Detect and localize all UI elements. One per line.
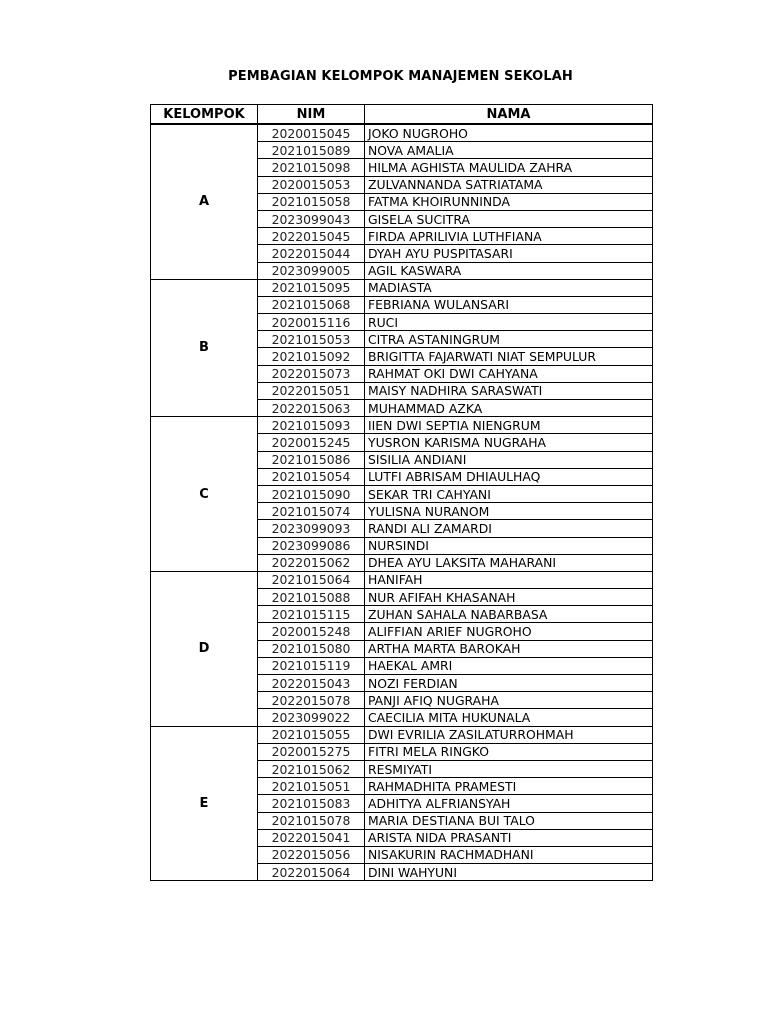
nim-cell: 2021015055 xyxy=(258,726,365,743)
nama-cell: ARTHA MARTA BAROKAH xyxy=(365,640,653,657)
nama-cell: DHEA AYU LAKSITA MAHARANI xyxy=(365,554,653,571)
nim-cell: 2021015074 xyxy=(258,503,365,520)
nama-cell: CITRA ASTANINGRUM xyxy=(365,331,653,348)
nama-cell: ZULVANNANDA SATRIATAMA xyxy=(365,176,653,193)
nim-cell: 2022015051 xyxy=(258,382,365,399)
nama-cell: NUR AFIFAH KHASANAH xyxy=(365,589,653,606)
table-row xyxy=(151,124,653,142)
nim-cell: 2022015073 xyxy=(258,365,365,382)
group-label: B xyxy=(151,279,258,417)
nama-cell: MARIA DESTIANA BUI TALO xyxy=(365,812,653,829)
nama-cell: NOZI FERDIAN xyxy=(365,675,653,692)
nama-cell: ARISTA NIDA PRASANTI xyxy=(365,829,653,846)
nama-cell: CAECILIA MITA HUKUNALA xyxy=(365,709,653,726)
group-label: D xyxy=(151,571,258,726)
nim-cell: 2021015098 xyxy=(258,159,365,176)
nim-cell: 2022015062 xyxy=(258,554,365,571)
nim-cell: 2021015080 xyxy=(258,640,365,657)
nama-cell: SISILIA ANDIANI xyxy=(365,451,653,468)
nim-cell: 2023099043 xyxy=(258,210,365,227)
nim-cell: 2021015083 xyxy=(258,795,365,812)
nim-cell: 2021015090 xyxy=(258,485,365,502)
nim-cell: 2022015041 xyxy=(258,829,365,846)
nama-cell: SEKAR TRI CAHYANI xyxy=(365,485,653,502)
nama-cell: PANJI AFIQ NUGRAHA xyxy=(365,692,653,709)
nama-cell: FIRDA APRILIVIA LUTHFIANA xyxy=(365,228,653,245)
nama-cell: MAISY NADHIRA SARASWATI xyxy=(365,382,653,399)
nama-cell: YUSRON KARISMA NUGRAHA xyxy=(365,434,653,451)
nim-cell: 2023099005 xyxy=(258,262,365,279)
group-table xyxy=(150,104,653,881)
nim-cell: 2022015044 xyxy=(258,245,365,262)
nama-cell: NOVA AMALIA xyxy=(365,142,653,159)
nama-cell: YULISNA NURANOM xyxy=(365,503,653,520)
nim-cell: 2020015053 xyxy=(258,176,365,193)
nama-cell: ADHITYA ALFRIANSYAH xyxy=(365,795,653,812)
nim-cell: 2023099022 xyxy=(258,709,365,726)
nama-cell: HILMA AGHISTA MAULIDA ZAHRA xyxy=(365,159,653,176)
header-kelompok: KELOMPOK xyxy=(151,105,258,125)
nim-cell: 2021015054 xyxy=(258,468,365,485)
nim-cell: 2021015078 xyxy=(258,812,365,829)
nim-cell: 2021015115 xyxy=(258,606,365,623)
nama-cell: RAHMAT OKI DWI CAHYANA xyxy=(365,365,653,382)
nama-cell: FITRI MELA RINGKO xyxy=(365,743,653,760)
nim-cell: 2021015093 xyxy=(258,417,365,434)
document-title: PEMBAGIAN KELOMPOK MANAJEMEN SEKOLAH xyxy=(228,69,573,84)
nama-cell: RANDI ALI ZAMARDI xyxy=(365,520,653,537)
nama-cell: FATMA KHOIRUNNINDA xyxy=(365,193,653,210)
nim-cell: 2021015058 xyxy=(258,193,365,210)
nama-cell: AGIL KASWARA xyxy=(365,262,653,279)
nim-cell: 2022015045 xyxy=(258,228,365,245)
nama-cell: NURSINDI xyxy=(365,537,653,554)
table-row xyxy=(151,571,653,588)
nama-cell: DINI WAHYUNI xyxy=(365,864,653,881)
nim-cell: 2022015063 xyxy=(258,400,365,417)
nim-cell: 2020015275 xyxy=(258,743,365,760)
nim-cell: 2022015064 xyxy=(258,864,365,881)
nim-cell: 2023099086 xyxy=(258,537,365,554)
nama-cell: JOKO NUGROHO xyxy=(365,124,653,142)
table-row xyxy=(151,726,653,743)
nama-cell: IIEN DWI SEPTIA NIENGRUM xyxy=(365,417,653,434)
nama-cell: NISAKURIN RACHMADHANI xyxy=(365,846,653,863)
table-row xyxy=(151,417,653,434)
nama-cell: RAHMADHITA PRAMESTI xyxy=(365,778,653,795)
nama-cell: HANIFAH xyxy=(365,571,653,588)
nim-cell: 2022015056 xyxy=(258,846,365,863)
nama-cell: BRIGITTA FAJARWATI NIAT SEMPULUR xyxy=(365,348,653,365)
group-label: E xyxy=(151,726,258,881)
nim-cell: 2021015053 xyxy=(258,331,365,348)
table-row xyxy=(151,279,653,296)
nim-cell: 2022015043 xyxy=(258,675,365,692)
header-nama: NAMA xyxy=(365,105,653,125)
nama-cell: DYAH AYU PUSPITASARI xyxy=(365,245,653,262)
nim-cell: 2021015064 xyxy=(258,571,365,588)
nama-cell: MUHAMMAD AZKA xyxy=(365,400,653,417)
header-nim: NIM xyxy=(258,105,365,125)
nim-cell: 2021015086 xyxy=(258,451,365,468)
table-body xyxy=(151,124,653,881)
nim-cell: 2020015248 xyxy=(258,623,365,640)
nama-cell: ALIFFIAN ARIEF NUGROHO xyxy=(365,623,653,640)
nim-cell: 2020015116 xyxy=(258,314,365,331)
nama-cell: ZUHAN SAHALA NABARBASA xyxy=(365,606,653,623)
nim-cell: 2022015078 xyxy=(258,692,365,709)
group-label: C xyxy=(151,417,258,572)
nim-cell: 2020015245 xyxy=(258,434,365,451)
nim-cell: 2021015062 xyxy=(258,760,365,777)
nim-cell: 2023099093 xyxy=(258,520,365,537)
nim-cell: 2021015089 xyxy=(258,142,365,159)
nim-cell: 2021015051 xyxy=(258,778,365,795)
nama-cell: GISELA SUCITRA xyxy=(365,210,653,227)
nama-cell: FEBRIANA WULANSARI xyxy=(365,296,653,313)
nama-cell: RESMIYATI xyxy=(365,760,653,777)
nim-cell: 2021015088 xyxy=(258,589,365,606)
nim-cell: 2020015045 xyxy=(258,124,365,142)
nama-cell: LUTFI ABRISAM DHIAULHAQ xyxy=(365,468,653,485)
nama-cell: DWI EVRILIA ZASILATURROHMAH xyxy=(365,726,653,743)
nama-cell: HAEKAL AMRI xyxy=(365,657,653,674)
nama-cell: MADIASTA xyxy=(365,279,653,296)
nim-cell: 2021015092 xyxy=(258,348,365,365)
nim-cell: 2021015119 xyxy=(258,657,365,674)
group-label: A xyxy=(151,124,258,279)
nim-cell: 2021015095 xyxy=(258,279,365,296)
nama-cell: RUCI xyxy=(365,314,653,331)
nim-cell: 2021015068 xyxy=(258,296,365,313)
table-header-row xyxy=(151,105,653,125)
